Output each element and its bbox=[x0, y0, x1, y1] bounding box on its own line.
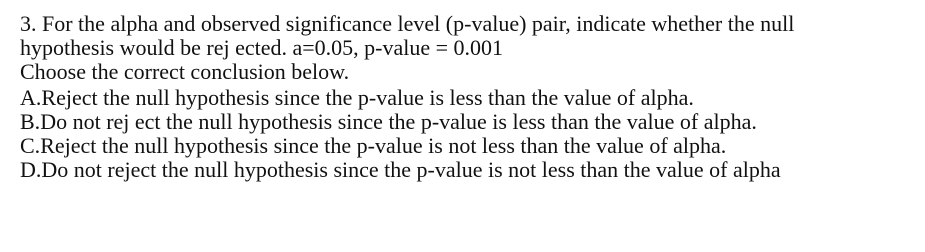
option-text-d: Do not reject the null hypothesis since the p-value is not less than the value of alpha bbox=[41, 157, 781, 182]
option-letter-a: A. bbox=[20, 85, 42, 110]
answer-option-c[interactable] bbox=[20, 134, 915, 158]
option-letter-d: D. bbox=[20, 157, 42, 182]
instruction-text: Choose the correct conclusion below. bbox=[20, 59, 350, 84]
option-text-b: Do not rej ect the null hypothesis since the p-value is less than the value of alpha. bbox=[40, 109, 757, 134]
answer-option-b[interactable] bbox=[20, 110, 915, 134]
answer-option-a[interactable] bbox=[20, 86, 915, 110]
question-text-line-1: 3. For the alpha and observed significance level (p-value) pair, indicate whether the null bbox=[20, 11, 795, 36]
question-text-line-2: hypothesis would be rej ected. a=0.05, p-value = 0.001 bbox=[20, 35, 504, 60]
option-text-c: Reject the null hypothesis since the p-value is not less than the value of alpha. bbox=[40, 133, 727, 158]
option-text-a: Reject the null hypothesis since the p-value is less than the value of alpha. bbox=[41, 85, 694, 110]
answer-option-d[interactable] bbox=[20, 158, 915, 182]
option-letter-c: C. bbox=[20, 133, 41, 158]
question-block bbox=[20, 12, 915, 182]
option-letter-b: B. bbox=[20, 109, 41, 134]
